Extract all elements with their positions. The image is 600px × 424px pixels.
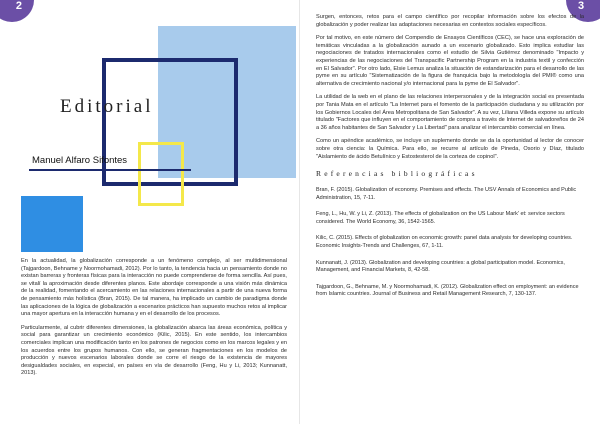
paragraph: En la actualidad, la globalización corresponde a un fenómeno complejo, al ser multidimensional (Tajgardoon, Behname y Noormohamadi, 2012). Por lo tanto, la tendencia hacia un pensamiento donde no existan barreras y fronteras físicas para la interacción no puede comprenderse de forma sencilla. Así pues, se vitalí la aproximación desde diferentes planos. Este abordaje corresponde a una visión más dinámica de la realidad, fomentando el acercamiento en las relaciones internacionales a partir de una nueva forma de pensamiento más holística (Bran, 2015). De tal manera, ha implicado un cambio de paradigma donde las aplicaciones de la lógica de globalización a escenarios prácticos han supuesto muchos retos al implicar una mayor apertura en la interacción humana y en el desarrollo de los procesos. (21, 258, 287, 318)
paragraph: Como un apéndice académico, se incluye un suplemento donde se da la oportunidad al lector de conocer sobre otra ciencia: la Química. Para ello, se recurre al artículo de Pineda, Osorio y Díaz, titulado "Aislamiento de ácido Betulínico y Estostesterol de la corteza de copinol". (316, 138, 584, 160)
author-name: Manuel Alfaro Sifontes (32, 155, 128, 166)
reference-item: Kilic, C. (2015). Effects of globalization on economic growth: panel data analysis for developing countries. Economic Insights-Trends and Challenges, 67, 1-11. (316, 235, 573, 250)
paragraph: Surgen, entonces, retos para el campo científico por recopilar información sobre los efectos de la globalización y poder realizar las adaptaciones necesarias en contextos sociales específicos. (316, 14, 584, 28)
paragraph: Por tal motivo, en este número del Compendio de Ensayos Científicos (CEC), se hace una exploración de temáticas vinculadas a la globalización aunado a un escenario globalizado. Esto implica estudiar las negociaciones de tratados internacionales como el estudio de Silvia Gutiérrez denominado "Impacto y experiencias de las negociaciones del Transpacific Partnership Program en la industria textil y confección en El Salvador". Por otro lado, Elsie Lemus analiza la situación de estandarización para el desarrollo de las pyme en su artículo "Sistematización de la figura de franquicia bajo la metodología del PMI® como una alternativa de crecimiento nacional y/o internacional para la pyme de El Salvador". (316, 35, 584, 87)
page-number: 2 (15, 0, 22, 12)
page-number-badge (0, 0, 34, 22)
reference-item: Feng, L., Hu, W. y Li, Z. (2013). The effects of globalization on the US Labour Mark' et: service sectors considered. The World Economy, 36, 1542-1565. (316, 211, 565, 225)
left-body-text (21, 258, 287, 384)
paragraph: La utilidad de la web en el plano de las relaciones interpersonales y de la integración social es presentada por Tania Mata en el artículo "La Internet para el fomento de la participación ciudadana y su utilización por los Gobiernos Locales del Área Metropolitana de San Salvador". A su vez, Liliana Villeda expone su artículo titulado "Factores que influyen en el comportamiento de compra a través de Internet de salvadoreños de 24 a 36 años habitantes de San Salvador y La Libertad" para analizar el intercambio comercial en línea. (316, 94, 584, 131)
right-body-text (316, 14, 584, 308)
page-title: Editorial (60, 96, 154, 117)
reference-item: Kunnanatt, J. (2013). Globalization and developing countries: a global participation model. Economics, Management, and Financial Markets, 8, 42-58. (316, 259, 565, 274)
decorative-navy-line (29, 169, 191, 171)
right-page (300, 0, 600, 424)
decorative-blue-square (21, 196, 83, 252)
references-heading: Referencias bibliográficas (316, 169, 478, 179)
reference-item: Bran, F. (2015). Globalization of economy. Premises and effects. The USV Annals of Economics and Public Administration, 15, 7-11. (316, 187, 577, 201)
reference-item: Tajgardoon, G., Behname, M. y Noormohamadi, K. (2012). Globalization effect on employment: an evidence from Islamic countries. Journal of Business and Retail Management Research, 7, 130-137. (316, 283, 579, 298)
page-number: 3 (578, 0, 585, 12)
paragraph: Particularmente, al cubrir diferentes dimensiones, la globalización abarca las áreas económica, política y social para garantizar un crecimiento económico (Kilic, 2015). En este sentido, los intercambios comerciales implican una modificación tanto en los patrones de negocios como en los marcos legales y en los acuerdos entre los grupos humanos. Con ello, se generan fragmentaciones en los modelos de producción y nuevos escenarios laborales donde se corre el riesgo de la existencia de mayores desigualdades sociales, en especial, en países en vía de desarrollo (Feng, Hu y Li, 2013; Kunnanatt, 2013). (21, 324, 287, 377)
decorative-yellow-frame (138, 142, 184, 206)
